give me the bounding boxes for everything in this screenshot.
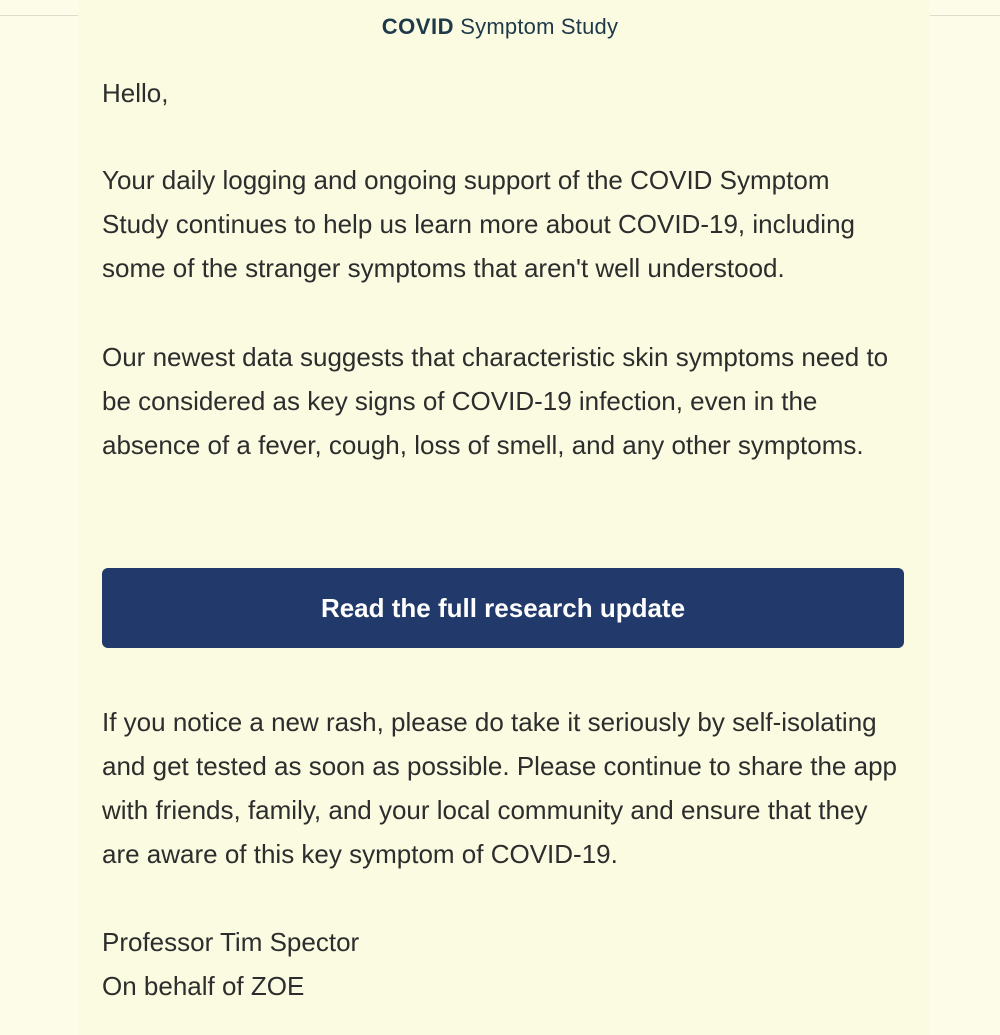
signature-org: On behalf of ZOE [102, 971, 305, 1001]
email-paragraph-logging: Your daily logging and ongoing support of the COVID Symptom Study continues to help us learn more about COVID-19, including some of the stranger symptoms that aren't well understood. [102, 165, 855, 283]
brand-logo-rest: Symptom Study [453, 14, 619, 39]
signature-name: Professor Tim Spector [102, 927, 360, 957]
read-research-update-button[interactable]: Read the full research update [102, 568, 904, 648]
email-paragraph-rash-advice: If you notice a new rash, please do take it seriously by self-isolating and get tested as soon as possible. Please continue to share the app with friends, family, and your local community and ensure that they are aware of this key symptom of COVID-19. [102, 707, 897, 869]
email-body-panel [78, 0, 930, 1035]
email-greeting: Hello, [102, 78, 169, 108]
brand-logo [0, 14, 1000, 40]
brand-logo-strong: COVID [381, 14, 454, 39]
email-paragraph-skin-symptoms: Our newest data suggests that characteristic skin symptoms need to be considered as key signs of COVID-19 infection, even in the absence of a fever, cough, loss of smell, and any other symptoms. [102, 342, 889, 460]
